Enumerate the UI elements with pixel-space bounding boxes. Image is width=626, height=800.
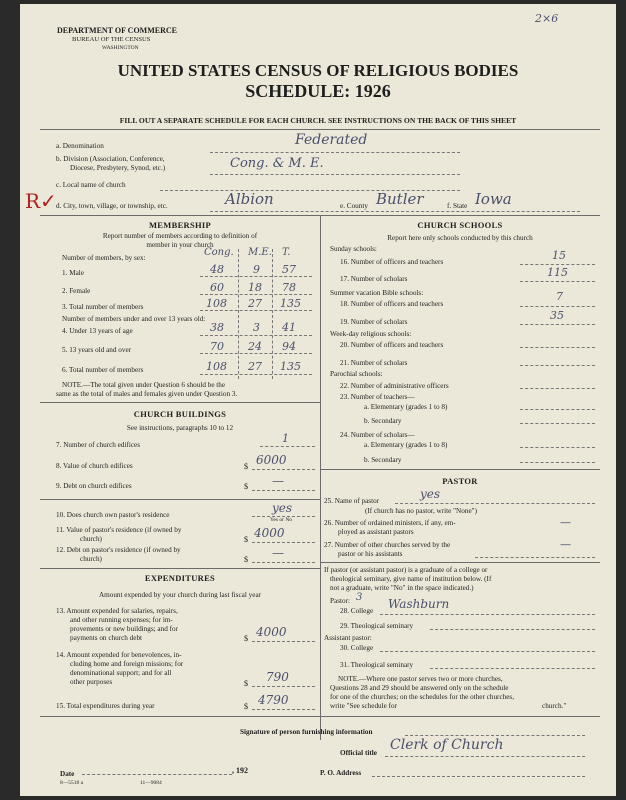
rule: [40, 716, 600, 717]
dollar-sign: $: [244, 634, 248, 643]
q25-label: 25. Name of pastor: [324, 497, 380, 505]
row-line: [200, 294, 312, 295]
row-under13-cong: 38: [210, 321, 224, 334]
buildings-sub: See instructions, paragraphs 10 to 12: [126, 424, 234, 432]
row-line: [200, 335, 312, 336]
division-value: Cong. & M. E.: [230, 156, 324, 171]
q27-value: —: [560, 538, 571, 551]
row-female-total: 78: [282, 281, 296, 294]
expenditures-heading: EXPENDITURES: [144, 573, 216, 583]
rule: [40, 402, 320, 403]
q7-label: 7. Number of church edifices: [56, 441, 141, 449]
q14-value: 790: [266, 670, 289, 684]
city-label: d. City, town, village, or township, etc.: [56, 202, 168, 210]
schools-intro: Report here only schools conducted by this church: [387, 234, 533, 242]
q23a-line: [520, 409, 595, 410]
age-heading: Number of members under and over 13 years old:: [62, 315, 206, 323]
pastor-heading: PASTOR: [442, 476, 478, 486]
q18-value: 7: [556, 290, 563, 303]
row-line: [200, 374, 312, 375]
row-over13-label: 5. 13 years old and over: [62, 346, 132, 354]
city-value: Albion: [225, 190, 274, 208]
q24a-line: [520, 447, 595, 448]
membership-intro-1: Report number of members according to definition of: [102, 232, 258, 240]
denomination-value: Federated: [295, 132, 368, 148]
dollar-sign: $: [244, 462, 248, 471]
row-total1-label: 3. Total number of members: [62, 303, 144, 311]
parochial-label: Parochial schools:: [330, 370, 383, 378]
print-number: 11—9084: [140, 780, 162, 786]
q23-label: 23. Number of teachers—: [340, 393, 415, 401]
signature-line: [405, 735, 585, 736]
row-over13-me: 24: [248, 340, 262, 353]
denomination-line: [210, 152, 460, 153]
q25-value: yes: [420, 487, 441, 501]
division-label-2: Diocese, Presbytery, Synod, etc.): [70, 164, 166, 172]
row-total2-label: 6. Total number of members: [62, 366, 144, 374]
q18-line: [520, 306, 595, 307]
q9-label: 9. Debt on church edifices: [56, 482, 132, 490]
q27-line: [475, 557, 595, 558]
rule: [40, 568, 320, 569]
rule: [40, 129, 600, 130]
q24b-label: b. Secondary: [364, 456, 402, 464]
pastor-note-5: church.": [542, 702, 567, 710]
corner-note: 2×6: [535, 12, 559, 25]
q15-value: 4790: [258, 693, 289, 707]
q19-value: 35: [550, 309, 564, 322]
rule: [320, 469, 600, 470]
q20-label: 20. Number of officers and teachers: [340, 341, 444, 349]
q10-label: 10. Does church own pastor's residence: [56, 511, 170, 519]
q13-value: 4000: [256, 625, 287, 639]
q17-label: 17. Number of scholars: [340, 275, 408, 283]
row-total2-me: 27: [248, 360, 262, 373]
q24b-line: [520, 462, 595, 463]
county-value: Butler: [376, 190, 424, 208]
dollar-sign: $: [244, 679, 248, 688]
q25-hint: (If church has no pastor, write "None"): [365, 507, 477, 515]
form-instruction: FILL OUT A SEPARATE SCHEDULE FOR EACH CHURCH. SEE INSTRUCTIONS ON THE BACK OF THIS SHEET: [119, 116, 517, 125]
schools-heading: CHURCH SCHOOLS: [417, 220, 503, 230]
row-female-me: 18: [248, 281, 262, 294]
q28-line: [380, 614, 595, 615]
official-title-label: Official title: [340, 749, 377, 757]
row-total1-me: 27: [248, 297, 262, 310]
state-label: f. State: [447, 202, 468, 210]
q26-label-1: 26. Number of ordained ministers, if any, em-: [324, 519, 456, 527]
q12-label-2: church): [80, 555, 102, 563]
city-line: [210, 211, 580, 212]
col-divider: [238, 249, 239, 379]
q29-line: [430, 629, 595, 630]
row-male-label: 1. Male: [62, 269, 84, 277]
date-line: [82, 774, 232, 775]
census-form-page: [20, 4, 616, 796]
q14-line-3: denominational support; and for all: [70, 669, 172, 677]
q11-line: [252, 542, 315, 543]
county-label: e. County: [340, 202, 368, 210]
q22-line: [520, 388, 595, 389]
pastor-mark: 3: [356, 592, 363, 603]
row-total2-total: 135: [280, 360, 301, 373]
date-label: Date: [60, 770, 75, 778]
rule: [40, 499, 320, 500]
dollar-sign: $: [244, 702, 248, 711]
q11-label-1: 11. Value of pastor's residence (if owned by: [56, 526, 182, 534]
q7-line: [260, 446, 315, 447]
pastor-note-1: NOTE.—Where one pastor serves two or more churches,: [338, 675, 503, 683]
form-number: 8—5518 a: [60, 780, 84, 786]
q17-value: 115: [547, 266, 568, 279]
official-line: [385, 756, 585, 757]
form-title: UNITED STATES CENSUS OF RELIGIOUS BODIES: [117, 61, 519, 80]
row-male-total: 57: [282, 263, 296, 276]
q14-line-1: 14. Amount expended for benevolences, in-: [56, 651, 182, 659]
row-female-label: 2. Female: [62, 287, 91, 295]
signature-label: Signature of person furnishing information: [240, 728, 373, 736]
q19-label: 19. Number of scholars: [340, 318, 408, 326]
col-divider: [272, 249, 273, 379]
q8-label: 8. Value of church edifices: [56, 462, 133, 470]
dollar-sign: $: [244, 555, 248, 564]
row-under13-total: 41: [282, 321, 296, 334]
q13-line-1: 13. Amount expended for salaries, repairs,: [56, 607, 178, 615]
q21-line: [520, 365, 595, 366]
q30-label: 30. College: [340, 644, 374, 652]
division-line: [210, 174, 460, 175]
pastor-info-1: If pastor (or assistant pastor) is a graduate of a college or: [324, 566, 488, 574]
q10-value: yes: [272, 501, 293, 515]
row-line: [200, 276, 312, 277]
expenditures-intro: Amount expended by your church during last fiscal year: [98, 591, 262, 599]
q28-value: Washburn: [388, 597, 450, 611]
division-label-1: b. Division (Association, Conference,: [56, 155, 165, 163]
q24a-label: a. Elementary (grades 1 to 8): [364, 441, 448, 449]
q13-line-4: payments on church debt: [70, 634, 143, 642]
pastor-info-2: theological seminary, give name of institution below. (If: [330, 575, 492, 583]
q12-value: —: [272, 546, 284, 560]
dollar-sign: $: [244, 482, 248, 491]
row-male-cong: 48: [210, 263, 224, 276]
q23b-label: b. Secondary: [364, 417, 402, 425]
po-address-label: P. O. Address: [320, 769, 362, 777]
form-subtitle: SCHEDULE: 1926: [245, 81, 391, 101]
q23b-line: [520, 423, 595, 424]
date-year: , 192: [232, 766, 248, 775]
pastor-sublabel: Pastor:: [330, 597, 350, 605]
q20-line: [520, 347, 595, 348]
q12-line: [252, 562, 315, 563]
q9-line: [252, 490, 315, 491]
q24-label: 24. Number of scholars—: [340, 431, 415, 439]
q30-line: [380, 651, 595, 652]
membership-note-1: NOTE.—The total given under Question 6 should be the: [62, 381, 226, 389]
q10-hint: Yes or No: [270, 517, 293, 523]
local-name-label: c. Local name of church: [56, 181, 126, 189]
sunday-schools-label: Sunday schools:: [330, 245, 377, 253]
q15-label: 15. Total expenditures during year: [56, 702, 155, 710]
row-under13-me: 3: [253, 321, 260, 334]
pastor-note-3: for one of the churches; on the schedules for the other churches,: [330, 693, 515, 701]
col-head-cong: Cong.: [204, 247, 234, 258]
dept-line1: DEPARTMENT OF COMMERCE: [57, 26, 178, 35]
q13-line-3: provements or new buildings; and for: [70, 625, 178, 633]
q26-label-2: ployed as assistant pastors: [338, 528, 414, 536]
q14-line: [252, 686, 315, 687]
q8-line: [252, 469, 315, 470]
q27-label-2: pastor or his assistants: [338, 550, 403, 558]
row-total2-cong: 108: [206, 360, 227, 373]
dept-line2: BUREAU OF THE CENSUS: [72, 36, 151, 43]
col-head-total: T.: [282, 247, 291, 258]
q13-line: [252, 641, 315, 642]
assistant-label: Assistant pastor:: [324, 634, 372, 642]
q28-label: 28. College: [340, 607, 374, 615]
q12-label-1: 12. Debt on pastor's residence (if owned by: [56, 546, 181, 554]
q16-value: 15: [552, 249, 566, 262]
q25-line: [395, 503, 595, 504]
q13-line-2: and other running expenses; for im-: [70, 616, 173, 624]
membership-intro-2: member in your church: [146, 241, 214, 249]
dollar-sign: $: [244, 535, 248, 544]
membership-heading: MEMBERSHIP: [148, 220, 212, 230]
po-line: [372, 776, 585, 777]
q27-label-1: 27. Number of other churches served by the: [324, 541, 451, 549]
q15-line: [252, 709, 315, 710]
dept-line3: WASHINGTON: [102, 45, 139, 51]
q18-label: 18. Number of officers and teachers: [340, 300, 444, 308]
state-value: Iowa: [475, 190, 512, 208]
row-total1-cong: 108: [206, 297, 227, 310]
q11-label-2: church): [80, 535, 102, 543]
red-check-mark: R✓: [25, 189, 57, 213]
rule: [320, 562, 600, 563]
q22-label: 22. Number of administrative officers: [340, 382, 449, 390]
q16-line: [520, 264, 595, 265]
q21-label: 21. Number of scholars: [340, 359, 408, 367]
q7-value: 1: [282, 432, 289, 445]
membership-note-2: same as the total of males and females given under Question 3.: [56, 390, 238, 398]
buildings-heading: CHURCH BUILDINGS: [133, 409, 227, 419]
row-female-cong: 60: [210, 281, 224, 294]
row-over13-total: 94: [282, 340, 296, 353]
q19-line: [520, 324, 595, 325]
pastor-note-2: Questions 28 and 29 should be answered only on the schedule: [330, 684, 509, 692]
row-total1-total: 135: [280, 297, 301, 310]
summer-schools-label: Summer vacation Bible schools:: [330, 289, 424, 297]
official-title-value: Clerk of Church: [390, 737, 504, 753]
q14-line-4: other purposes: [70, 678, 113, 686]
q8-value: 6000: [256, 453, 287, 467]
q9-value: —: [272, 474, 284, 488]
pastor-info-3: not a graduate, write "No" in the space indicated.): [330, 584, 474, 592]
denomination-label: a. Denomination: [56, 142, 104, 150]
q14-line-2: cluding home and foreign missions; for: [70, 660, 184, 668]
row-over13-cong: 70: [210, 340, 224, 353]
row-under13-label: 4. Under 13 years of age: [62, 327, 133, 335]
row-male-me: 9: [253, 263, 260, 276]
q26-value: —: [560, 516, 571, 529]
pastor-note-4: write "See schedule for: [330, 702, 397, 710]
by-sex-label: Number of members, by sex:: [62, 254, 146, 262]
row-line: [200, 310, 312, 311]
q11-value: 4000: [254, 526, 285, 540]
q23a-label: a. Elementary (grades 1 to 8): [364, 403, 448, 411]
q29-label: 29. Theological seminary: [340, 622, 414, 630]
q31-line: [430, 668, 595, 669]
q31-label: 31. Theological seminary: [340, 661, 414, 669]
weekday-schools-label: Week-day religious schools:: [330, 330, 412, 338]
row-line: [200, 353, 312, 354]
col-head-me: M.E.: [248, 247, 272, 258]
q17-line: [520, 281, 595, 282]
q16-label: 16. Number of officers and teachers: [340, 258, 444, 266]
